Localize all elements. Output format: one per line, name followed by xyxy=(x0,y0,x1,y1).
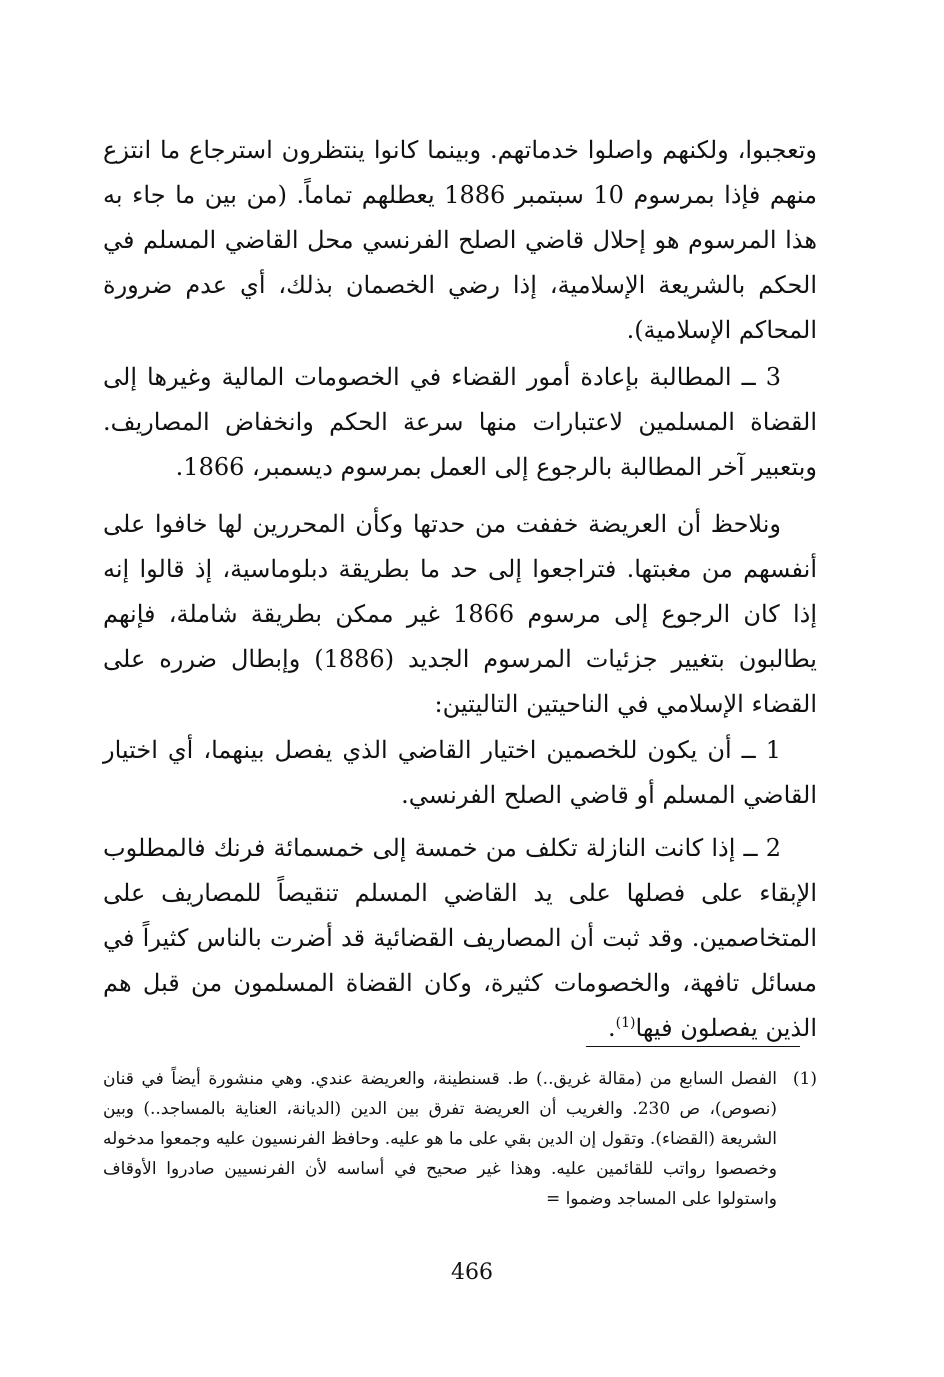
footnote-number: (1) xyxy=(792,1069,817,1089)
footnote-reference[interactable]: (1) xyxy=(615,1015,636,1031)
paragraph-text: 2 ــ إذا كانت النازلة تكلف من خمسة إلى خمسمائة فرنك فالمطلوب الإبقاء على فصلها على يد القاضي المسلم تنقيصاً للمصاريف على المتخاصمين. وقد ثبت أن المصاريف القضائية قد أضرت بالناس كثيراً في مسائل تافهة، والخصومات كثيرة، وكان القضاة المسلمون من قبل هم الذين يفصلون فيها xyxy=(103,834,818,1042)
footnote-text: الفصل السابع من (مقالة غريق..) ط. قسنطينة، والعريضة عندي. وهي منشورة أيضاً في قنان (نصوص)، ص 230. والغريب أن العريضة تفرق بين الدين (الديانة، العناية بالمساجد..) وبين الشريعة (القضاء). وتقول إن الدين بقي على ما هو عليه. وحافظ الفرنسيون عليه وجمعوا مدخوله وخصصوا رواتب للقائمين عليه. وهذا غير صحيح في أساسه لأن الفرنسيين صادروا الأوقاف واستولوا على المساجد وضموا = xyxy=(103,1069,778,1209)
paragraph-end-mark: . xyxy=(608,1014,616,1042)
paragraph-text-wrapper xyxy=(103,826,817,1051)
paragraph-observation xyxy=(103,502,817,727)
footnote xyxy=(103,1064,817,1214)
paragraph-demand-3 xyxy=(103,355,817,490)
paragraph-text: ونلاحظ أن العريضة خففت من حدتها وكأن المحررين لها خافوا على أنفسهم من مغبتها. فتراجعوا إلى حد ما بطريقة دبلوماسية، إذ قالوا إنه إذا كان الرجوع إلى مرسوم 1866 غير ممكن بطريقة شاملة، فإنهم يطالبون بتغيير جزئيات المرسوم الجديد (1886) وإبطال ضرره على القضاء الإسلامي في الناحيتين التاليتين: xyxy=(103,510,817,718)
paragraph-continuation xyxy=(103,128,817,353)
paragraph-point-2 xyxy=(103,826,817,1051)
footnote-row xyxy=(103,1064,817,1214)
paragraph-text: 3 ــ المطالبة بإعادة أمور القضاء في الخصومات المالية وغيرها إلى القضاة المسلمين لاعتبارات منها سرعة الحكم وانخفاض المصاريف. وبتعبير آخر المطالبة بالرجوع إلى العمل بمرسوم ديسمبر، 1866. xyxy=(103,363,817,481)
footnote-divider xyxy=(586,1046,800,1047)
page-number: 466 xyxy=(451,1260,493,1285)
paragraph-point-1 xyxy=(103,728,817,818)
paragraph-text: وتعجبوا، ولكنهم واصلوا خدماتهم. وبينما كانوا ينتظرون استرجاع ما انتزع منهم فإذا بمرسوم 10 سبتمبر 1886 يعطلهم تماماً. (من بين ما جاء به هذا المرسوم هو إحلال قاضي الصلح الفرنسي محل القاضي المسلم في الحكم بالشريعة الإسلامية، إذا رضي الخصمان بذلك، أي عدم ضرورة المحاكم الإسلامية). xyxy=(103,136,817,344)
paragraph-text: 1 ــ أن يكون للخصمين اختيار القاضي الذي يفصل بينهما، أي اختيار القاضي المسلم أو قاضي الصلح الفرنسي. xyxy=(103,736,817,809)
